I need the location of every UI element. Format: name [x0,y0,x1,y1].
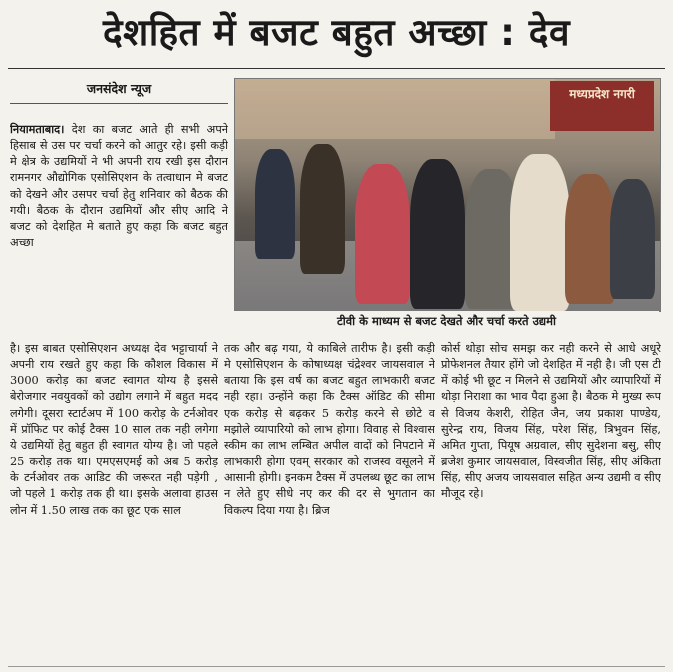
article-column-left-bottom: है। इस बाबत एसोसिएशन अध्यक्ष देव भट्टाचार्या ने अपनी राय रखते हुए कहा कि कौशल विकास में 3000 करोड़ का बजट स्वागत योग्य है इससे बेरोजगार नवयुवकों को उद्योग लगाने में बहुत मदद लगेगी। दूसरा स्टार्टअप में 100 करोड़ के टर्नओवर में प्रॉफिट पर कोई टैक्स 10 साल तक नही लगेगा ये उद्यमियों हेतु बहुत ही स्वागत योग्य है। जो पहले 25 करोड़ तक था। एमएसएमई को अब 5 करोड़ के टर्नओवर तक आडिट की जरूरत नही पड़ेगी , जो पहले 1 करोड़ तक ही था। इसके अलावा हाउस लोन में 1.50 लाख तक का छूट एक साल [10,342,218,517]
headline-rule [8,68,665,69]
photo-banner: मध्यप्रदेश नगरी [550,81,654,131]
headline: देशहित में बजट बहुत अच्छा : देव [102,11,571,54]
photo-caption: टीवी के माध्यम से बजट देखते और चर्चा करते उद्यमी [234,311,659,331]
article-column-right: कोर्स थोड़ा सोच समझ कर नही करने से आधे अधूरे प्रोफेशनल तैयार होंगे जो देशहित में नही है। जी एस टी में कोई भी छूट न मिलने से उद्यमियों और व्यापारियों में थोड़ा निराशा का भाव पैदा हुआ है। बैठक मे मुख्य रूप से विजय केशरी, रोहित जैन, जय प्रकाश पाण्डेय, सुरेन्द्र राय, विजय सिंह, परेश सिंह, त्रिभुवन सिंह, अमित गुप्ता, पियूष अग्रवाल, सीए सुदेशना बसु, सीए ब्रजेश कुमार जायसवाल, विस्वजीत सिंह, सीए अंकिता सिंह, सीए अजय जायसवाल सहित अन्य उद्यमी व सीए मौजूद रहे। [441,342,661,501]
audience-person [610,179,655,299]
audience-person [510,154,570,311]
bottom-rule [8,666,665,667]
article-column-left-top [10,121,228,347]
news-photo [234,78,661,312]
article-column-middle: तक और बढ़ गया, ये काबिले तारीफ है। इसी कड़ी मे एसोसिएशन के कोषाध्यक्ष चंद्रेश्वर जायसवाल ने बताया कि इस वर्ष का बजट बहुत लाभकारी बजट नही रहा। उन्होंने कहा कि टैक्स ऑडिट की सीमा एक करोड़ से बढ़कर 5 करोड़ करने से छोटे व मझोले व्यापारियो को लाभ होगा। विवाह से विश्वास स्कीम का लाभ लम्बित अपील वादों को निपटाने में लाभकारी होगा एवम् सरकार को राजस्व वसूलने में आसानी होगी। इनकम टैक्स में उपलब्ध छूट का लाभ न लेते हुए सीधे नए कर की दर से भुगतान का विकल्प दिया गया है। ब्रिज [224,342,435,517]
article-intro-text: देश का बजट आते ही सभी अपने हिसाब से उस पर चर्चा करने को आतुर रहे। इसी कड़ी मे क्षेत्र के उद्यमियों ने भी अपनी राय रखी इस दौरान रामनगर औद्योगिक एसोसिएशन के तत्वाधान मे बजट को देखने और उसपर चर्चा हेतु शनिवार को बैठक की गयी। बैठक के दौरान उद्यमियों और सीए आदि ने बजट को देशहित मे बताते हुए कहा कि बजट बहुत अच्छा [10,123,228,250]
audience-person [410,159,465,309]
dateline: नियामताबाद। [10,122,65,136]
photo-wall [235,79,555,139]
audience-person [355,164,410,304]
byline-rule [10,103,228,104]
byline: जनसंदेश न्यूज [86,81,152,96]
audience-person [255,149,295,259]
audience-person [565,174,615,304]
audience-person [300,144,345,274]
